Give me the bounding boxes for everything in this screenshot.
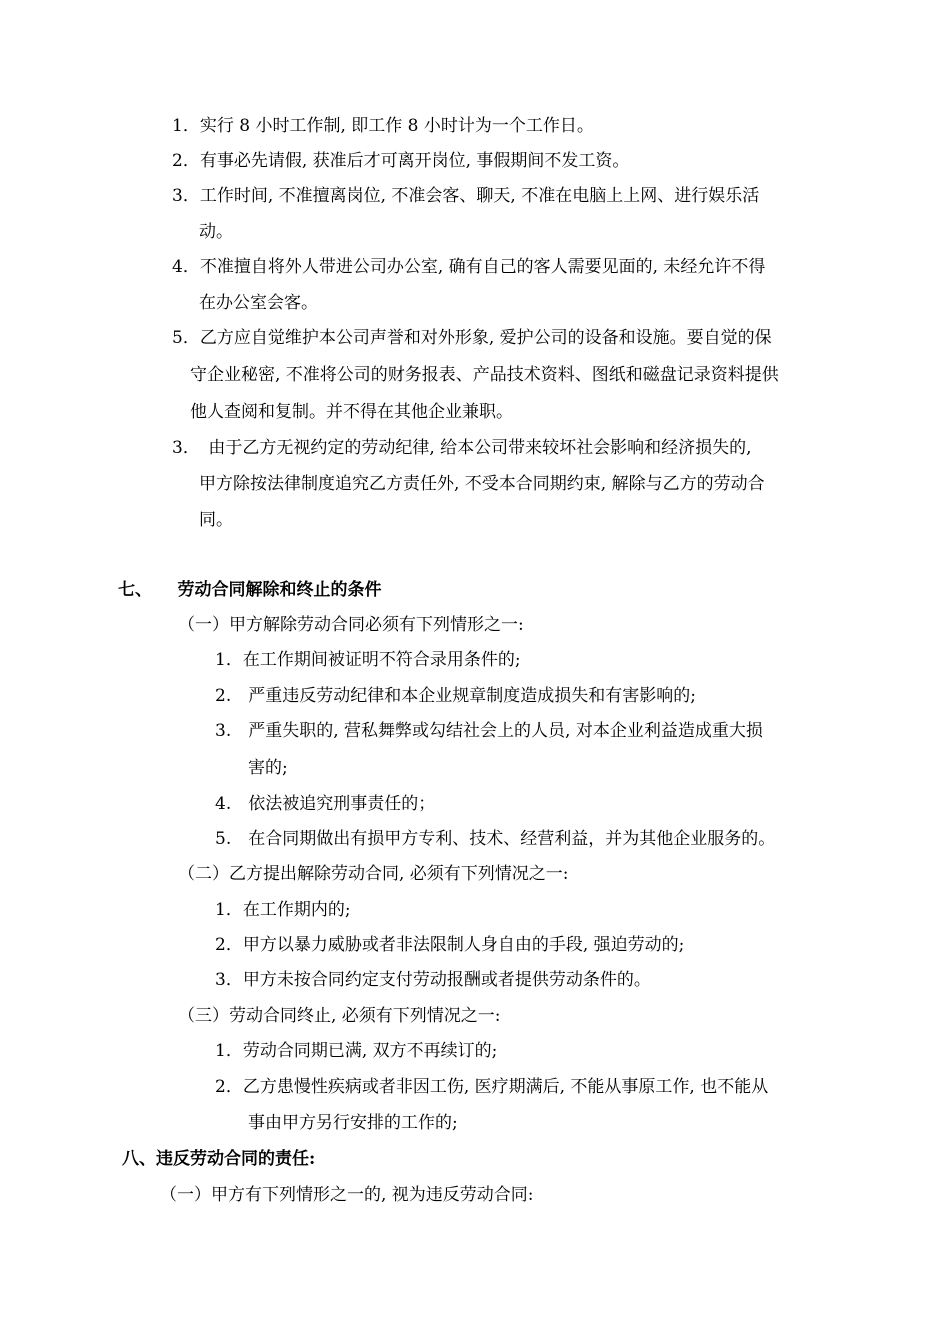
rule-item-5: 5．乙方应自觉维护本公司声誉和对外形象, 爱护公司的设备和设施。要自觉的保 bbox=[172, 328, 772, 348]
section-heading-8: 八、违反劳动合同的责任: bbox=[122, 1149, 316, 1169]
list-item: 1．劳动合同期已满, 双方不再续订的; bbox=[215, 1041, 498, 1061]
rule-item-3: 3．工作时间, 不准擅离岗位, 不准会客、聊天, 不准在电脑上上网、进行娱乐活 bbox=[172, 186, 760, 206]
rule-item-5-cont: 他人查阅和复制。并不得在其他企业兼职。 bbox=[190, 402, 513, 422]
rule-item-3b-cont: 同。 bbox=[199, 510, 233, 530]
rule-item-1: 1．实行 8 小时工作制, 即工作 8 小时计为一个工作日。 bbox=[172, 116, 594, 136]
rule-item-3b: 3． 由于乙方无视约定的劳动纪律, 给本公司带来较坏社会影响和经济损失的, bbox=[172, 438, 752, 458]
rule-item-4-cont: 在办公室会客。 bbox=[199, 293, 318, 313]
list-item-cont: 事由甲方另行安排的工作的; bbox=[248, 1113, 458, 1133]
rule-item-3b-cont: 甲方除按法律制度追究乙方责任外, 不受本合同期约束, 解除与乙方的劳动合 bbox=[199, 474, 765, 494]
rule-item-3-cont: 动。 bbox=[199, 222, 233, 242]
subsection-heading-1: （一）甲方有下列情形之一的, 视为违反劳动合同: bbox=[160, 1185, 534, 1205]
subsection-heading-2: （二）乙方提出解除劳动合同, 必须有下列情况之一: bbox=[178, 864, 569, 884]
list-item: 1．在工作期间被证明不符合录用条件的; bbox=[215, 650, 521, 670]
subsection-heading-3: （三）劳动合同终止, 必须有下列情况之一: bbox=[178, 1006, 501, 1026]
subsection-heading-1: （一）甲方解除劳动合同必须有下列情形之一: bbox=[178, 615, 524, 635]
list-item: 3. 严重失职的, 营私舞弊或勾结社会上的人员, 对本企业利益造成重大损 bbox=[215, 721, 763, 741]
list-item: 2．乙方患慢性疾病或者非因工伤, 医疗期满后, 不能从事原工作, 也不能从 bbox=[215, 1077, 769, 1097]
list-item-cont: 害的; bbox=[248, 758, 288, 778]
rule-item-2: 2．有事必先请假, 获准后才可离开岗位, 事假期间不发工资。 bbox=[172, 151, 630, 171]
section-heading-7: 七、 劳动合同解除和终止的条件 bbox=[118, 580, 382, 600]
list-item: 2．甲方以暴力威胁或者非法限制人身自由的手段, 强迫劳动的; bbox=[215, 935, 685, 955]
rule-item-4: 4．不准擅自将外人带进公司办公室, 确有自己的客人需要见面的, 未经允许不得 bbox=[172, 257, 766, 277]
list-item: 5. 在合同期做出有损甲方专利、技术、经营利益，并为其他企业服务的。 bbox=[215, 829, 776, 849]
list-item: 4. 依法被追究刑事责任的； bbox=[215, 794, 436, 814]
rule-item-5-cont: 守企业秘密, 不准将公司的财务报表、产品技术资料、图纸和磁盘记录资料提供 bbox=[190, 365, 779, 385]
list-item: 1．在工作期内的; bbox=[215, 900, 351, 920]
list-item: 2. 严重违反劳动纪律和本企业规章制度造成损失和有害影响的; bbox=[215, 686, 696, 706]
list-item: 3．甲方未按合同约定支付劳动报酬或者提供劳动条件的。 bbox=[215, 970, 651, 990]
